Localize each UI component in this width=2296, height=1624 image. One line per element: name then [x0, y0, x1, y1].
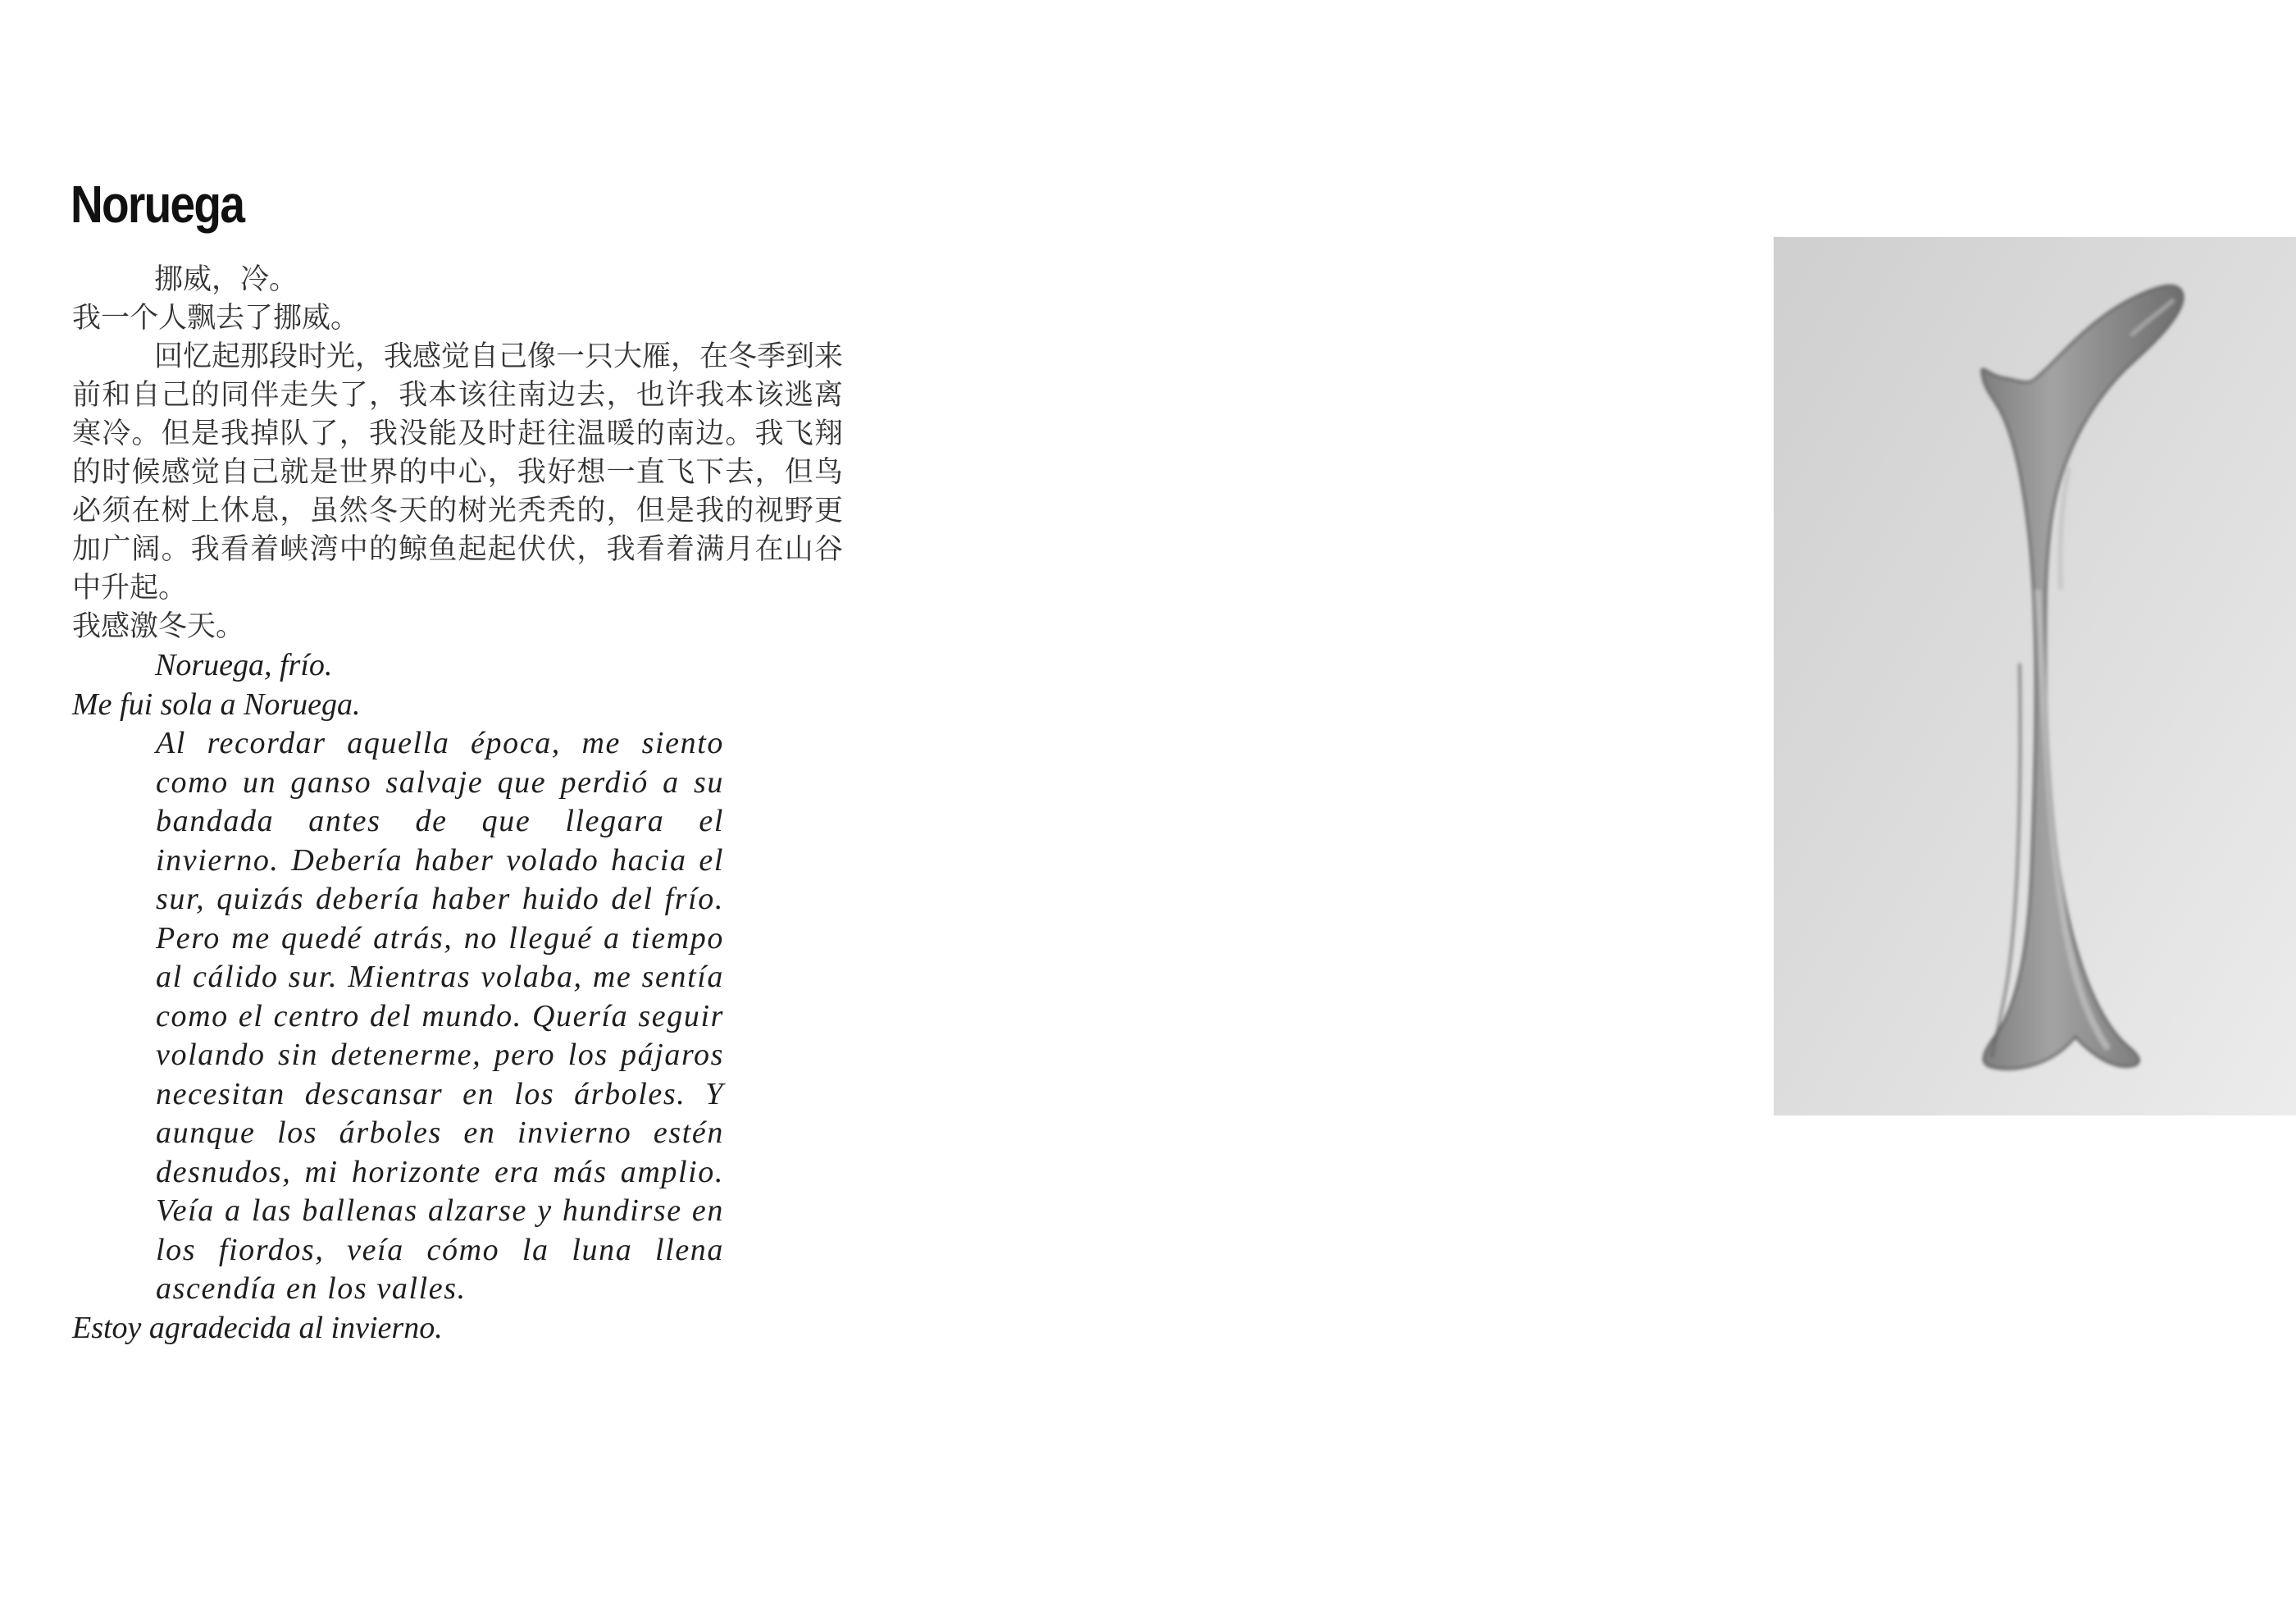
page-title: Noruega — [71, 175, 244, 234]
bone-sculpture-photo — [1774, 237, 2296, 1115]
spanish-paragraph-1: Noruega, frío. — [155, 648, 333, 682]
chinese-paragraph-3: 回忆起那段时光，我感觉自己像一只大雁，在冬季到来前和自己的同伴走失了，我本该往南边去，也许我本该逃离寒冷。但是我掉队了，我没能及时赶往温暖的南边。我飞翔的时候感觉自己就是世界的中心，我好想一直飞下去，但鸟必须在树上休息，虽然冬天的树光秃秃的，但是我的视野更加广阔。我看着峡湾中的鲸鱼起起伏伏，我看着满月在山谷中升起。 — [72, 340, 844, 604]
chinese-paragraph-4: 我感激冬天。 — [72, 610, 245, 643]
chinese-paragraph-1: 挪威，冷。 — [154, 263, 298, 296]
spanish-paragraph-4: Estoy agradecida al invierno. — [72, 1310, 443, 1345]
text-column — [72, 261, 843, 1348]
spanish-paragraph-3: Al recordar aquella época, me siento como un ganso salvaje que perdió a su bandada antes de que llegara el invierno. Debería haber volado hacia el sur, quizás debería haber huido del frío. Pero me quedé atrás, no llegué a tiempo al cálido sur. Mientras volaba, me sentía como el centro del mundo. Quería seguir volando sin detenerme, pero los pájaros necesitan descansar en los árboles. Y aunque los árboles en invierno estén desnudos, mi horizonte era más amplio. Veía a las ballenas alzarse y hundirse en los fiordos, veía cómo la luna llena ascendía en los valles. — [156, 726, 724, 1306]
chinese-paragraph-2: 我一个人飘去了挪威。 — [72, 302, 360, 335]
spanish-paragraph-2: Me fui sola a Noruega. — [72, 687, 361, 722]
